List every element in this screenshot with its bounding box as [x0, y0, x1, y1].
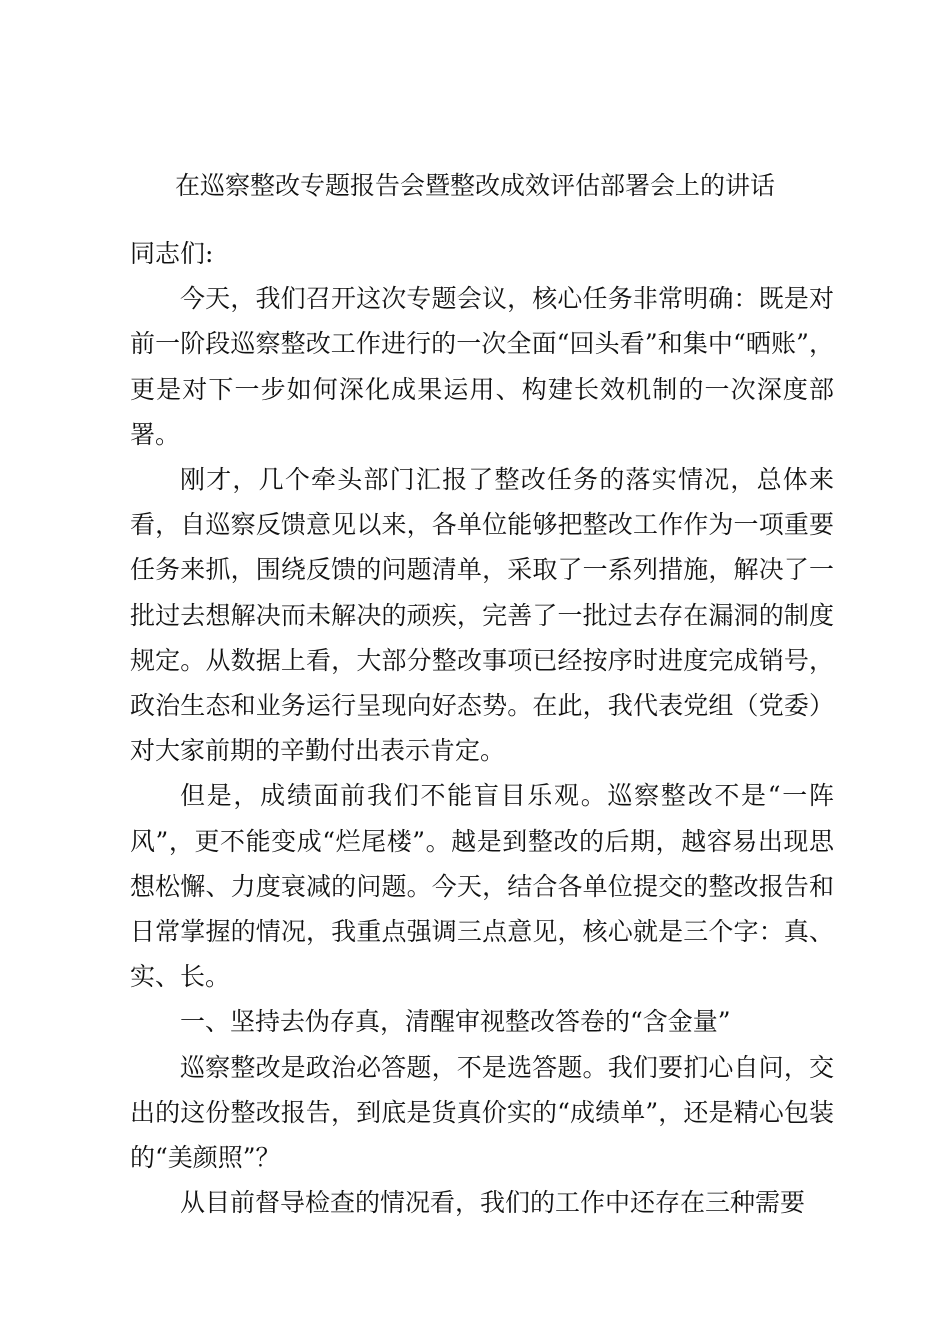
- paragraph-section-1-intro: 巡察整改是政治必答题，不是选答题。我们要扪心自问，交出的这份整改报告，到底是货真价实的“成绩单”，还是精心包装的“美颜照”？: [130, 1052, 834, 1173]
- paragraph-warning: 但是，成绩面前我们不能盲目乐观。巡察整改不是“一阵风”，更不能变成“烂尾楼”。越是到整改的后期，越容易出现思想松懈、力度衰减的问题。今天，结合各单位提交的整改报告和日常掌握的情况，我重点强调三点意见，核心就是三个字：真、实、长。: [130, 781, 834, 992]
- document-body: [130, 231, 834, 1225]
- document-title: 在巡察整改专题报告会暨整改成效评估部署会上的讲话: [174, 171, 775, 200]
- paragraph-achievements: 刚才，几个牵头部门汇报了整改任务的落实情况，总体来看，自巡察反馈意见以来，各单位能够把整改工作作为一项重要任务来抓，围绕反馈的问题清单，采取了一系列措施，解决了一批过去想解决而未解决的顽疾，完善了一批过去存在漏洞的制度规定。从数据上看，大部分整改事项已经按序时进度完成销号，政治生态和业务运行呈现向好态势。在此，我代表党组（党委）对大家前期的辛勤付出表示肯定。: [130, 465, 834, 766]
- section-heading-1: 一、坚持去伪存真，清醒审视整改答卷的“含金量”: [180, 1007, 731, 1037]
- paragraph-opening: 今天，我们召开这次专题会议，核心任务非常明确：既是对前一阶段巡察整改工作进行的一次全面“回头看”和集中“晒账”，更是对下一步如何深化成果运用、构建长效机制的一次深度部署。: [130, 284, 834, 449]
- paragraph-section-1-issues: 从目前督导检查的情况看，我们的工作中还存在三种需要: [180, 1188, 806, 1218]
- salutation: 同志们:: [130, 239, 214, 268]
